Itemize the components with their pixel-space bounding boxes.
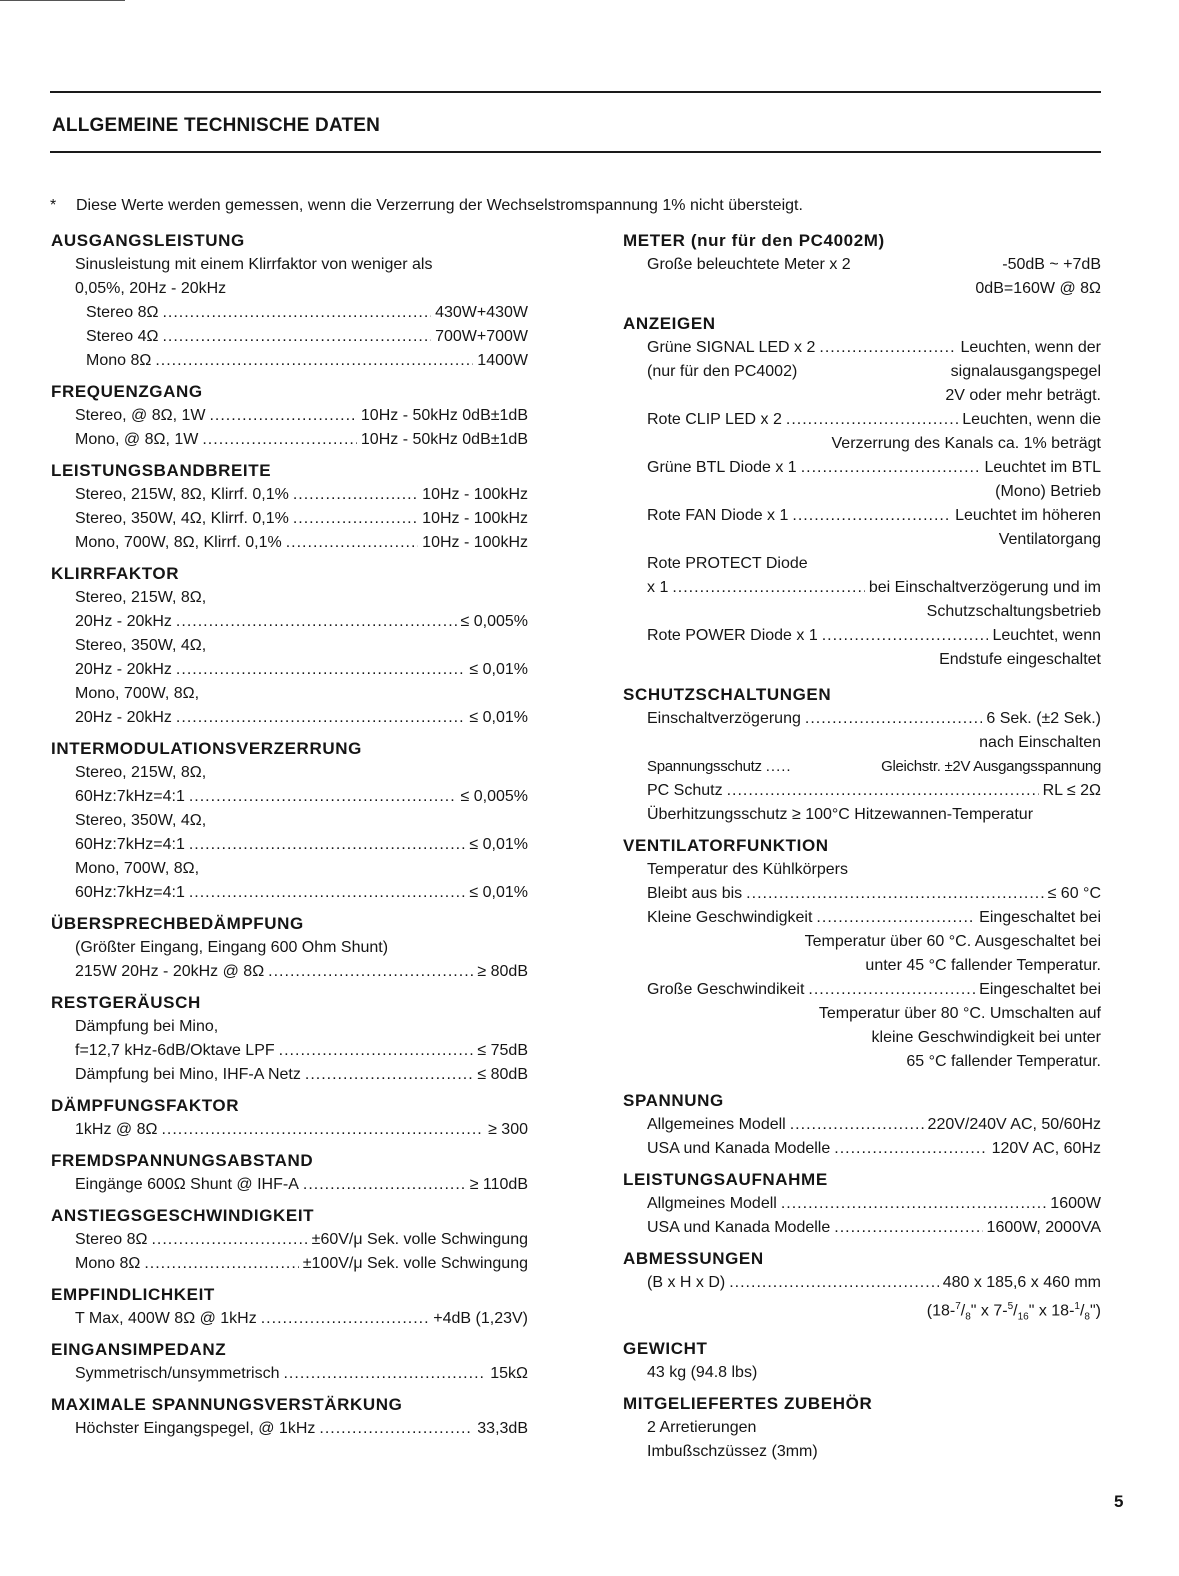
spec-value: ≤ 60 °C [1047, 885, 1101, 902]
spec-value-continued: 65 °C fallender Temperatur. [906, 1053, 1101, 1070]
spec-row [623, 707, 1101, 731]
spec-subhead: Mono, 700W, 8Ω, [75, 685, 200, 702]
spec-row [51, 610, 528, 634]
section-title: EMPFINDLICHKEIT [51, 1285, 215, 1304]
section-title: ÜBERSPRECHBEDÄMPFUNG [51, 914, 304, 933]
spec-label: 1kHz @ 8Ω [75, 1121, 158, 1138]
spec-label: Eingänge 600Ω Shunt @ IHF-A [75, 1176, 299, 1193]
list-item: 2 Arretierungen [647, 1418, 757, 1436]
spec-value: Leuchtet im BTL [984, 459, 1101, 476]
section-title: FREQUENZGANG [51, 382, 203, 401]
section-anstiegsgeschwindigkeit [51, 1204, 528, 1276]
fraction-numerator: 7 [955, 1301, 961, 1312]
leader-dots [727, 779, 1039, 803]
spec-label: Rote FAN Diode x 1 [647, 507, 789, 524]
leader-dots [808, 978, 975, 1002]
spec-value: Eingeschaltet bei [979, 981, 1101, 998]
section-title: METER (nur für den PC4002M) [623, 231, 885, 250]
spec-row [51, 507, 528, 531]
section-title: DÄMPFUNGSFAKTOR [51, 1096, 240, 1115]
leader-dots [305, 1063, 474, 1087]
spec-value: 700W+700W [435, 328, 528, 345]
spec-label: Mono, 700W, 8Ω, Klirrf. 0,1% [75, 534, 282, 551]
inch-text: (18- [926, 1302, 956, 1320]
leader-dots [834, 1137, 987, 1161]
section-maximale-spannungsverstaerkung [51, 1393, 528, 1441]
leader-dots [819, 336, 956, 360]
leader-dots [283, 1362, 486, 1386]
leader-dots [155, 349, 473, 373]
fraction-denominator: 8 [1084, 1311, 1090, 1323]
spec-row [51, 1307, 528, 1331]
leader-dots [801, 456, 981, 480]
spec-row [623, 576, 1101, 600]
spec-subhead: Stereo, 350W, 4Ω, [75, 812, 207, 829]
spec-description: Temperatur des Kühlkörpers [647, 861, 848, 878]
spec-value-continued: (Mono) Betrieb [995, 483, 1101, 500]
section-title: GEWICHT [623, 1338, 708, 1358]
section-spannung [623, 1089, 1101, 1161]
spec-value: ≥ 80dB [477, 963, 528, 980]
spec-label: Höchster Eingangspegel, @ 1kHz [75, 1420, 316, 1437]
spec-row [623, 755, 1101, 779]
leader-dots [293, 507, 418, 531]
spec-row [623, 1216, 1101, 1240]
spec-label: Rote CLIP LED x 2 [647, 411, 782, 428]
spec-label: 60Hz:7kHz=4:1 [75, 788, 185, 805]
spec-row [51, 785, 528, 809]
spec-row [623, 1113, 1101, 1137]
spec-value-continued: 0dB=160W @ 8Ω [975, 280, 1101, 297]
leader-dots [816, 906, 975, 930]
leader-dots [672, 576, 865, 600]
spec-value-continued: Ventilatorgang [998, 531, 1101, 548]
spec-row [51, 881, 528, 905]
spec-value: +4dB (1,23V) [433, 1310, 528, 1327]
spec-value: ≤ 0,005% [460, 788, 528, 805]
section-title: LEISTUNGSAUFNAHME [623, 1170, 828, 1189]
spec-value: ±60V/μ Sek. volle Schwingung [311, 1231, 528, 1248]
fraction-denominator: 16 [1017, 1311, 1029, 1323]
spec-row [51, 1063, 528, 1087]
spec-label: Mono, @ 8Ω, 1W [75, 431, 199, 448]
spec-row [623, 360, 1101, 384]
section-uebersprechbedaempfung [51, 912, 528, 984]
leader-dots [303, 1173, 466, 1197]
list-item: Imbußschzüssez (3mm) [647, 1442, 818, 1460]
spec-value-continued: Verzerrung des Kanals ca. 1% beträgt [831, 435, 1101, 452]
heading-bottom-rule [50, 151, 1101, 153]
spec-row [51, 1252, 528, 1276]
spec-label: Grüne SIGNAL LED x 2 [647, 339, 816, 356]
spec-value: 120V AC, 60Hz [991, 1140, 1101, 1157]
section-meter [623, 229, 1101, 301]
section-title: VENTILATORFUNKTION [623, 836, 829, 855]
leader-dots [176, 658, 465, 682]
spec-description: 0,05%, 20Hz - 20kHz [75, 280, 227, 297]
spec-label: USA und Kanada Modelle [647, 1140, 831, 1157]
spec-label: Stereo 8Ω [86, 304, 159, 321]
spec-row [51, 960, 528, 984]
spec-row [51, 1118, 528, 1142]
note-text: Diese Werte werden gemessen, wenn die Verzerrung der Wechselstromspannung 1% nicht übersteigt. [76, 197, 803, 214]
spec-value-continued: signalausgangspegel [950, 363, 1101, 380]
spec-label: Stereo, 350W, 4Ω, Klirrf. 0,1% [75, 510, 289, 527]
section-frequenzgang [51, 380, 528, 452]
leader-dots [822, 624, 989, 648]
spec-value: 1600W, 2000VA [986, 1219, 1101, 1236]
section-leistungsbandbreite [51, 459, 528, 555]
spec-value-continued: Temperatur über 80 °C. Umschalten auf [818, 1005, 1101, 1022]
leader-dots [805, 707, 983, 731]
leader-dots [144, 1252, 298, 1276]
spec-row [51, 1417, 528, 1441]
spec-row [623, 408, 1101, 432]
spec-value-continued: nach Einschalten [979, 734, 1101, 751]
spec-value-continued: unter 45 °C fallender Temperatur. [865, 957, 1101, 974]
spec-value: Leuchtet im höheren [955, 507, 1101, 524]
leader-dots [162, 301, 431, 325]
spec-value: ≤ 75dB [477, 1042, 528, 1059]
spec-value: 10Hz - 100kHz [422, 534, 528, 551]
fraction-denominator: 8 [965, 1311, 971, 1323]
spec-label: 60Hz:7kHz=4:1 [75, 836, 185, 853]
spec-label: Mono 8Ω [86, 352, 152, 369]
section-title: EINGANSIMPEDANZ [51, 1340, 227, 1359]
section-leistungsaufnahme [623, 1168, 1101, 1240]
spec-row [51, 531, 528, 555]
spec-label: 20Hz - 20kHz [75, 661, 172, 678]
spec-row [51, 1228, 528, 1252]
spec-row [51, 1173, 528, 1197]
spec-row [51, 1362, 528, 1386]
spec-label: T Max, 400W 8Ω @ 1kHz [75, 1310, 257, 1327]
spec-value: 10Hz - 50kHz 0dB±1dB [360, 431, 528, 448]
leader-dots [176, 706, 465, 730]
spec-row [51, 301, 528, 325]
spec-row [51, 349, 528, 373]
section-gewicht [623, 1337, 1101, 1385]
leader-dots [319, 1417, 473, 1441]
spec-value: ≤ 0,01% [469, 709, 528, 726]
note-bullet: * [50, 197, 57, 214]
spec-value: ±100V/μ Sek. volle Schwingung [302, 1255, 528, 1272]
spec-value: 10Hz - 100kHz [422, 486, 528, 503]
spec-label: Große Geschwindikeit [647, 981, 805, 998]
spec-value: 10Hz - 100kHz [422, 510, 528, 527]
spec-value: ≤ 0,005% [460, 613, 528, 630]
leader-dots [189, 833, 466, 857]
spec-value: bei Einschaltverzögerung und im [868, 579, 1101, 596]
section-title: ANSTIEGSGESCHWINDIGKEIT [51, 1206, 315, 1225]
leader-dots [161, 1118, 484, 1142]
spec-row [51, 1039, 528, 1063]
section-title: KLIRRFAKTOR [51, 564, 180, 583]
spec-value: Leuchten, wenn der [960, 339, 1101, 356]
leader-dots [286, 531, 418, 555]
spec-value-continued: kleine Geschwindigkeit bei unter [871, 1029, 1101, 1046]
spec-value: ≤ 80dB [477, 1066, 528, 1083]
spec-label: Kleine Geschwindigkeit [647, 909, 813, 926]
spec-label: Große beleuchtete Meter x 2 [647, 256, 851, 273]
section-title: ABMESSUNGEN [623, 1249, 764, 1268]
spec-label: Rote POWER Diode x 1 [647, 627, 818, 644]
leader-dots [746, 882, 1043, 906]
section-fremdspannungsabstand [51, 1149, 528, 1197]
spec-value: RL ≤ 2Ω [1042, 782, 1101, 799]
spec-label: Dämpfung bei Mino, IHF-A Netz [75, 1066, 301, 1083]
leader-dots [786, 408, 958, 432]
section-title: FREMDSPANNUNGSABSTAND [51, 1151, 314, 1170]
section-title: SCHUTZSCHALTUNGEN [623, 685, 832, 704]
leader-dots [189, 785, 457, 809]
leader-dots [209, 404, 356, 428]
spec-label: (B x H x D) [647, 1274, 726, 1291]
fraction-numerator: 5 [1007, 1301, 1014, 1312]
section-empfindlichkeit [51, 1283, 528, 1331]
spec-label: Allgemeines Modell [647, 1116, 786, 1133]
spec-label: PC Schutz [647, 782, 723, 799]
spec-value: Eingeschaltet bei [979, 909, 1101, 926]
spec-row [623, 1137, 1101, 1161]
spec-row [623, 882, 1101, 906]
section-eingangsimpedanz [51, 1338, 528, 1386]
spec-value-continued: Endstufe eingeschaltet [939, 651, 1101, 668]
spec-value: 480 x 185,6 x 460 mm [942, 1274, 1101, 1291]
leader-dots [293, 483, 418, 507]
spec-value: 15kΩ [490, 1365, 528, 1382]
section-restgeraeusch [51, 991, 528, 1087]
spec-label: 20Hz - 20kHz [75, 613, 172, 630]
spec-value: Gleichstr. ±2V Ausgangsspannung [881, 758, 1101, 775]
spec-label: 60Hz:7kHz=4:1 [75, 884, 185, 901]
spec-row [623, 624, 1101, 648]
spec-row: Überhitzungsschutz ≥ 100°C Hitzewannen-Temperatur [647, 806, 1034, 823]
measurement-note [50, 197, 1110, 215]
spec-description: (Größter Eingang, Eingang 600 Ohm Shunt) [75, 939, 389, 956]
section-title: MAXIMALE SPANNUNGSVERSTÄRKUNG [51, 1395, 403, 1414]
spec-row [51, 833, 528, 857]
section-daempfungsfaktor [51, 1094, 528, 1142]
section-intermodulationsverzerrung [51, 737, 528, 905]
spec-label: Mono 8Ω [75, 1255, 141, 1272]
section-ausgangsleistung [51, 229, 528, 373]
section-title: RESTGERÄUSCH [51, 993, 201, 1012]
spec-value-continued: 2V oder mehr beträgt. [945, 387, 1101, 404]
spec-subhead: Stereo, 215W, 8Ω, [75, 764, 207, 781]
spec-row [623, 906, 1101, 930]
leader-dots [279, 1039, 474, 1063]
spec-value: 43 kg (94.8 lbs) [647, 1363, 758, 1381]
spec-subhead: Stereo, 350W, 4Ω, [75, 637, 207, 654]
leader-dots [834, 1216, 982, 1240]
spec-value: ≤ 0,01% [469, 661, 528, 678]
section-abmessungen [623, 1247, 1101, 1330]
spec-label: 20Hz - 20kHz [75, 709, 172, 726]
spec-value-continued: Temperatur über 60 °C. Ausgeschaltet bei [804, 933, 1101, 950]
page-heading [50, 91, 1101, 153]
leader-dots [176, 610, 457, 634]
spec-value: 6 Sek. (±2 Sek.) [986, 710, 1101, 727]
left-column [51, 229, 528, 1448]
section-title: MITGELIEFERTES ZUBEHÖR [623, 1393, 873, 1413]
spec-row [623, 504, 1101, 528]
spec-row [623, 779, 1101, 803]
spec-value: Leuchten, wenn die [962, 411, 1101, 428]
spec-row [51, 428, 528, 452]
spec-row [623, 1192, 1101, 1216]
spec-value: 33,3dB [477, 1420, 528, 1437]
section-title: SPANNUNG [623, 1091, 724, 1110]
page-title: ALLGEMEINE TECHNISCHE DATEN [52, 115, 381, 136]
leader-dots [261, 1307, 430, 1331]
spec-label: Bleibt aus bis [647, 885, 743, 902]
spec-row [623, 253, 1101, 277]
spec-subhead: Stereo, 215W, 8Ω, [75, 589, 207, 606]
spec-row [623, 336, 1101, 360]
spec-value: ≤ 0,01% [469, 836, 528, 853]
spec-label: Symmetrisch/unsymmetrisch [75, 1365, 280, 1382]
spec-label: Allgmeines Modell [647, 1195, 777, 1212]
spec-description [51, 253, 528, 277]
spec-label: 215W 20Hz - 20kHz @ 8Ω [75, 963, 265, 980]
spec-value: 220V/240V AC, 50/60Hz [927, 1116, 1101, 1133]
spec-row [51, 325, 528, 349]
section-title: INTERMODULATIONSVERZERRUNG [51, 739, 362, 758]
spec-note: (nur für den PC4002) [647, 363, 798, 380]
leader-dots [202, 428, 357, 452]
spec-value: 10Hz - 50kHz 0dB±1dB [360, 407, 528, 424]
page-number: 5 [1114, 1492, 1124, 1511]
spec-value: ≤ 0,01% [469, 884, 528, 901]
spec-row [623, 1271, 1101, 1295]
spec-label: Grüne BTL Diode x 1 [647, 459, 797, 476]
section-title: AUSGANGSLEISTUNG [51, 231, 245, 250]
top-edge-rule [0, 0, 125, 1]
spec-row [623, 978, 1101, 1002]
spec-row [51, 658, 528, 682]
spec-value: 430W+430W [435, 304, 528, 321]
spec-value: 1600W [1050, 1195, 1101, 1212]
spec-row [51, 483, 528, 507]
section-title: ANZEIGEN [623, 314, 716, 333]
leader-dots [189, 881, 466, 905]
spec-value: ≥ 300 [488, 1121, 528, 1138]
spec-value: Leuchtet, wenn [992, 627, 1101, 644]
leader-dots [790, 1113, 924, 1137]
leader-dots [781, 1192, 1046, 1216]
spec-value-continued: Schutzschaltungsbetrieb [926, 603, 1101, 620]
leader-dots [792, 504, 951, 528]
inch-text: " x 7- [970, 1302, 1008, 1320]
leader-dots [729, 1271, 938, 1295]
spec-description: Dämpfung bei Mino, [75, 1018, 219, 1035]
section-schutzschaltungen [623, 683, 1101, 827]
spec-label: x 1 [647, 579, 669, 596]
spec-value: ≥ 110dB [469, 1176, 528, 1193]
section-zubehoer [623, 1392, 1101, 1464]
spec-label: Spannungsschutz [647, 758, 762, 775]
spec-label: Stereo 4Ω [86, 328, 159, 345]
spec-label: Stereo 8Ω [75, 1231, 148, 1248]
leader-dots [151, 1228, 307, 1252]
section-title: LEISTUNGSBANDBREITE [51, 461, 272, 480]
inch-text: " x 18- [1028, 1302, 1075, 1320]
spec-value: -50dB ~ +7dB [1002, 256, 1101, 273]
spec-label: Einschaltverzögerung [647, 710, 801, 727]
leader-dots [162, 325, 431, 349]
section-ventilatorfunktion [623, 834, 1101, 1074]
spec-row [51, 706, 528, 730]
right-column [623, 229, 1101, 1471]
section-klirrfaktor [51, 562, 528, 730]
spec-label: f=12,7 kHz-6dB/Oktave LPF [75, 1042, 275, 1059]
spec-subhead: Rote PROTECT Diode [647, 555, 808, 572]
leader-dots [268, 960, 473, 984]
dimensions-inches: ($18-^7/_8$" x $7-^5/_{16}$" x $18-^1/_8$") [926, 1301, 1101, 1323]
spec-label: Stereo, 215W, 8Ω, Klirrf. 0,1% [75, 486, 289, 503]
leader-dots [766, 755, 792, 779]
spec-label: Stereo, @ 8Ω, 1W [75, 407, 206, 424]
spec-subhead: Mono, 700W, 8Ω, [75, 860, 200, 877]
description-line: Sinusleistung mit einem Klirrfaktor von weniger als [75, 256, 433, 273]
spec-label: USA und Kanada Modelle [647, 1219, 831, 1236]
fraction-numerator: 1 [1074, 1301, 1080, 1312]
spec-row [623, 456, 1101, 480]
spec-row [51, 404, 528, 428]
inch-text: ") [1089, 1302, 1101, 1320]
section-anzeigen [623, 312, 1101, 672]
spec-value: 1400W [477, 352, 528, 369]
